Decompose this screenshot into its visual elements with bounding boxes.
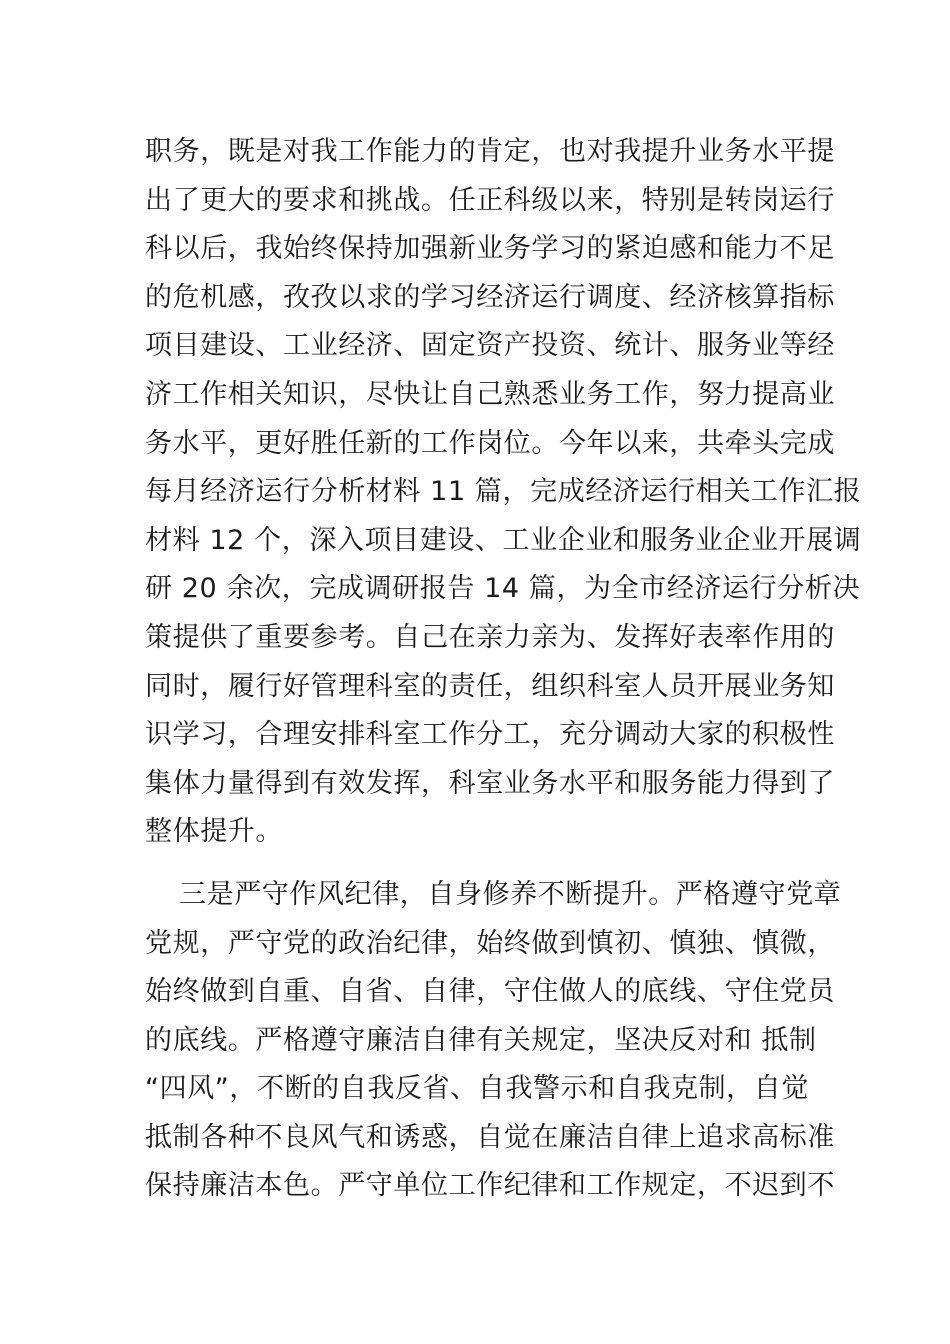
text-line: 务水平，更好胜任新的工作岗位。今年以来，共牵头完成 bbox=[145, 427, 835, 459]
text-line: 党规，严守党的政治纪律，始终做到慎初、慎独、慎微， bbox=[145, 927, 835, 959]
text-line: 整体提升。 bbox=[145, 816, 283, 848]
text-line: 同时，履行好管理科室的责任，组织科室人员开展业务知 bbox=[145, 670, 835, 702]
text-line: 策提供了重要参考。自己在亲力亲为、发挥好表率作用的 bbox=[145, 621, 835, 653]
text-line: 项目建设、工业经济、固定资产投资、统计、服务业等经 bbox=[145, 330, 835, 362]
body-text bbox=[145, 128, 862, 1211]
text-line: 出了更大的要求和挑战。任正科级以来，特别是转岗运行 bbox=[145, 184, 835, 216]
text-line: 始终做到自重、自省、自律，守住做人的底线、守住党员 bbox=[145, 976, 835, 1008]
paragraph-gap bbox=[145, 857, 815, 871]
text-line: 保持廉洁本色。严守单位工作纪律和工作规定，不迟到不 bbox=[145, 1170, 835, 1202]
text-line: 的底线。严格遵守廉洁自律有关规定，坚决反对和 抵制 bbox=[145, 1024, 817, 1056]
text-line: 识学习，合理安排科室工作分工，充分调动大家的积极性 bbox=[145, 719, 835, 751]
text-line: 材料 12 个，深入项目建设、工业企业和服务业企业开展调 bbox=[145, 524, 862, 556]
text-line: 科以后，我始终保持加强新业务学习的紧迫感和能力不足 bbox=[145, 233, 835, 265]
text-line: 济工作相关知识，尽快让自己熟悉业务工作，努力提高业 bbox=[145, 378, 835, 410]
text-line: 三是严守作风纪律，自身修养不断提升。严格遵守党章 bbox=[179, 878, 842, 910]
text-line: “四风”，不断的自我反省、自我警示和自我克制，自觉 bbox=[145, 1073, 809, 1105]
text-line: 研 20 余次，完成调研报告 14 篇，为全市经济运行分析决 bbox=[145, 573, 861, 605]
text-line: 的危机感，孜孜以求的学习经济运行调度、经济核算指标 bbox=[145, 281, 835, 313]
text-line: 每月经济运行分析材料 11 篇，完成经济运行相关工作汇报 bbox=[145, 476, 862, 508]
text-line: 抵制各种不良风气和诱惑，自觉在廉洁自律上追求高标准 bbox=[145, 1121, 835, 1153]
text-line: 职务，既是对我工作能力的肯定，也对我提升业务水平提 bbox=[145, 136, 835, 167]
text-line: 集体力量得到有效发挥，科室业务水平和服务能力得到了 bbox=[145, 767, 835, 799]
